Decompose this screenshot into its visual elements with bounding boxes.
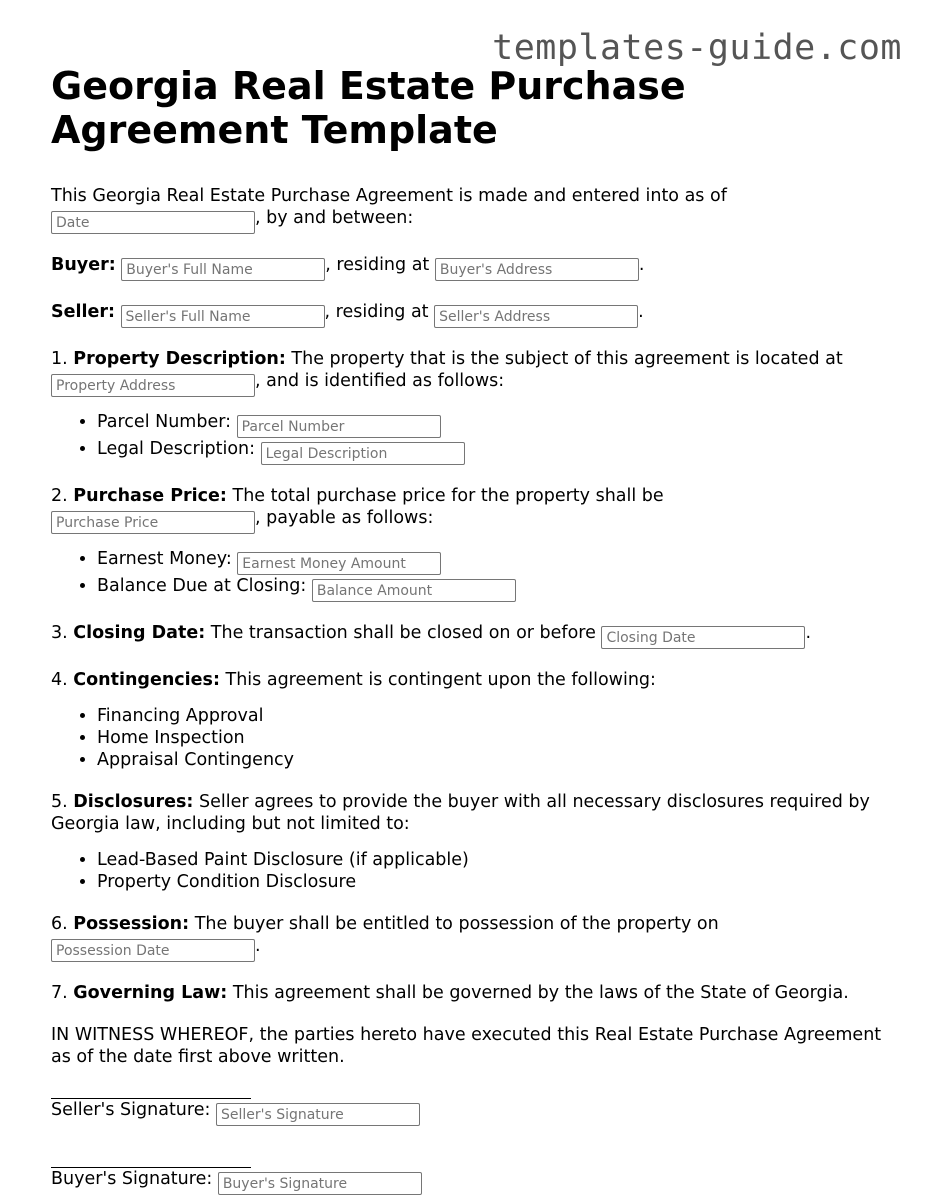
section-text: The property that is the subject of this agreement is located at: [291, 349, 843, 369]
balance-due-label: Balance Due at Closing:: [97, 576, 307, 596]
section-heading: Property Description:: [73, 349, 286, 369]
section-text-after: , payable as follows:: [255, 508, 434, 528]
list-item: • Property Condition Disclosure: [97, 871, 891, 893]
buyer-address-input[interactable]: [435, 258, 639, 281]
section-contingencies: [51, 669, 891, 691]
section-heading: Purchase Price:: [73, 486, 227, 506]
buyer-end: .: [638, 255, 645, 275]
section-text: This agreement shall be governed by the laws of the State of Georgia.: [232, 983, 849, 1003]
buyer-line: [51, 254, 891, 281]
seller-line: [51, 301, 891, 328]
section-text: This agreement is contingent upon the following:: [225, 670, 656, 690]
disclosure-list: [51, 849, 891, 893]
seller-address-input[interactable]: [434, 305, 638, 328]
balance-amount-input[interactable]: [312, 579, 516, 602]
buyer-signature-label: Buyer's Signature:: [51, 1169, 213, 1189]
list-item: [97, 438, 891, 465]
seller-end: .: [638, 302, 644, 322]
page-title: Georgia Real Estate Purchase Agreement Template: [51, 64, 686, 152]
section-text: The buyer shall be entitled to possession of the property on: [194, 914, 719, 934]
list-item: [97, 548, 891, 575]
section-property-description: [51, 348, 891, 397]
list-item: [97, 411, 891, 438]
document: [51, 64, 891, 1195]
section-heading: Possession:: [73, 914, 190, 934]
section-number: 1.: [51, 349, 68, 369]
section-disclosures: [51, 791, 891, 835]
seller-signature-label: Seller's Signature:: [51, 1100, 211, 1120]
list-item: • Appraisal Contingency: [97, 749, 891, 771]
list-item: • Home Inspection: [97, 727, 891, 749]
section-heading: Disclosures:: [73, 792, 194, 812]
section-purchase-price: [51, 485, 891, 534]
property-address-input[interactable]: [51, 374, 255, 397]
legal-description-label: Legal Description:: [97, 439, 256, 459]
seller-signature-input[interactable]: [216, 1103, 420, 1126]
earnest-money-label: Earnest Money:: [97, 549, 232, 569]
section-text-after: , and is identified as follows:: [255, 371, 505, 391]
intro-text: This Georgia Real Estate Purchase Agreement is made and entered into as of: [51, 186, 727, 206]
buyer-signature-row: [51, 1168, 891, 1195]
section-number: 2.: [51, 486, 68, 506]
buyer-label: Buyer:: [51, 255, 116, 275]
intro-text-after: , by and between:: [255, 208, 414, 228]
contingency-list: [51, 705, 891, 771]
section-number: 4.: [51, 670, 68, 690]
list-item: • Lead-Based Paint Disclosure (if applicable): [97, 849, 891, 871]
legal-description-input[interactable]: [261, 442, 465, 465]
section-number: 5.: [51, 792, 68, 812]
section-end: .: [805, 623, 812, 643]
closing-date-input[interactable]: [601, 626, 805, 649]
purchase-price-input[interactable]: [51, 511, 255, 534]
list-item: [97, 575, 891, 602]
seller-name-input[interactable]: [121, 305, 325, 328]
seller-label: Seller:: [51, 302, 115, 322]
section-closing-date: [51, 622, 891, 649]
property-list: [51, 411, 891, 465]
buyer-signature-input[interactable]: [218, 1172, 422, 1195]
section-end: .: [255, 936, 261, 956]
section-heading: Contingencies:: [73, 670, 220, 690]
possession-date-input[interactable]: [51, 939, 255, 962]
seller-signature-row: [51, 1099, 891, 1126]
section-text: The total purchase price for the property shall be: [232, 486, 664, 506]
payment-list: [51, 548, 891, 602]
list-item: • Financing Approval: [97, 705, 891, 727]
section-heading: Governing Law:: [73, 983, 228, 1003]
section-possession: [51, 913, 891, 962]
parcel-number-input[interactable]: [237, 415, 441, 438]
buyer-residing-text: , residing at: [325, 255, 430, 275]
section-text: The transaction shall be closed on or before: [210, 623, 596, 643]
intro-paragraph: [51, 185, 891, 234]
section-heading: Closing Date:: [73, 623, 206, 643]
parcel-number-label: Parcel Number:: [97, 412, 232, 432]
section-number: 3.: [51, 623, 68, 643]
section-number: 6.: [51, 914, 68, 934]
earnest-money-input[interactable]: [237, 552, 441, 575]
section-governing-law: [51, 982, 891, 1004]
witness-paragraph: IN WITNESS WHEREOF, the parties hereto have executed this Real Estate Purchase Agreement as of the date first above written.: [51, 1025, 882, 1067]
section-number: 7.: [51, 983, 68, 1003]
date-input[interactable]: [51, 211, 255, 234]
seller-residing-text: , residing at: [324, 302, 429, 322]
watermark: templates-guide.com: [492, 28, 902, 68]
buyer-name-input[interactable]: [121, 258, 325, 281]
section-text: Seller agrees to provide the buyer with all necessary disclosures required by Georgia law, including but not limited to:: [51, 792, 870, 834]
